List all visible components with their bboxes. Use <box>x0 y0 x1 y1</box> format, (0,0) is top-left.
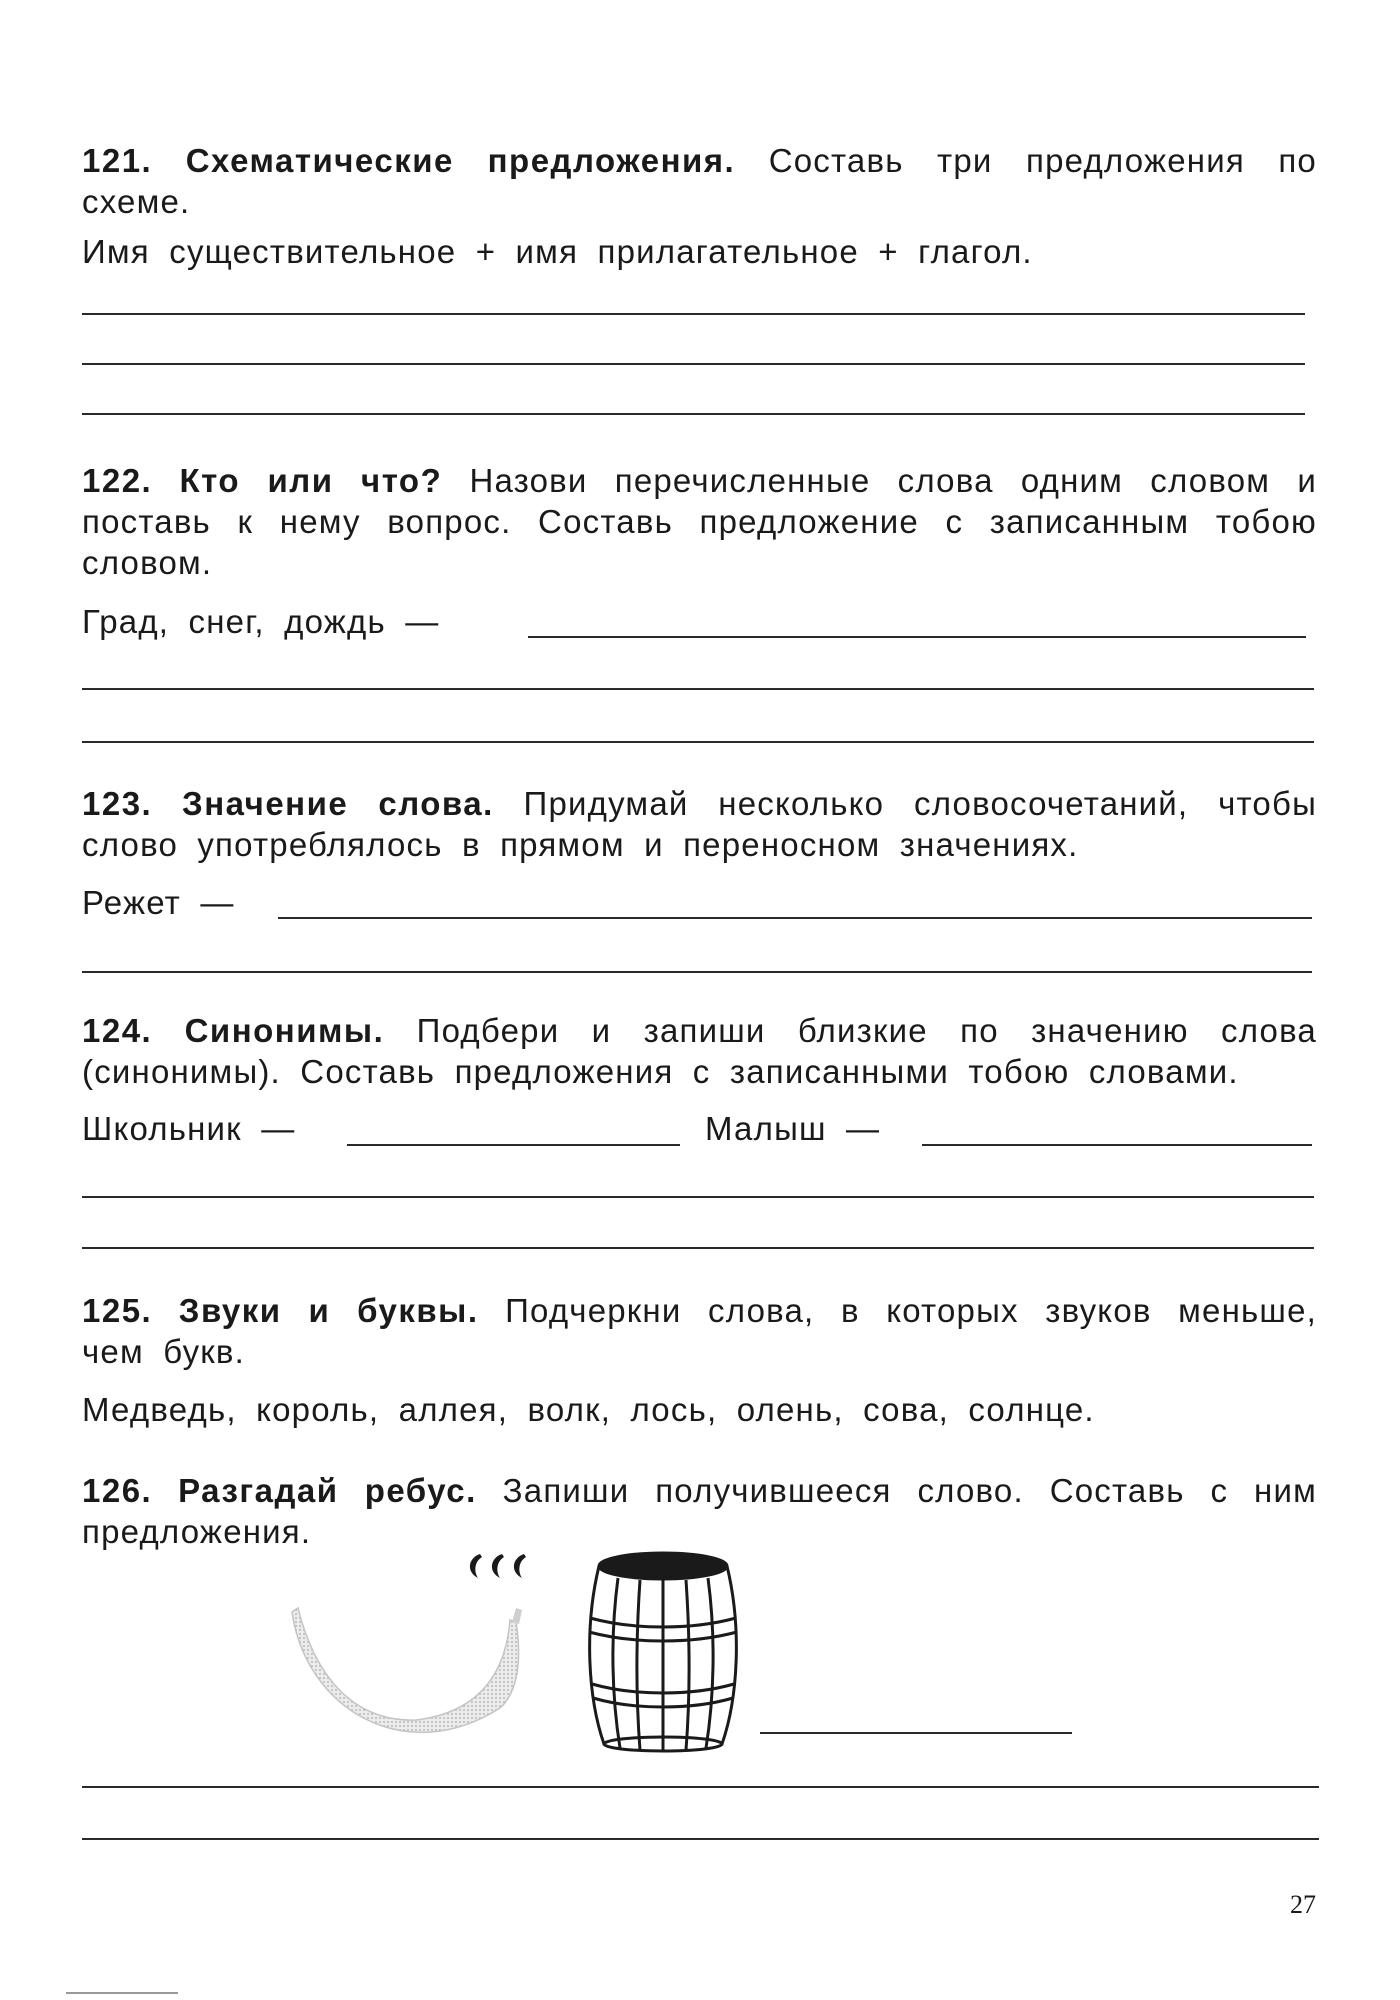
exercise-121-scheme: Имя существительное + имя прилагательное + глагол. <box>82 233 1033 270</box>
exercise-126-title: Разгадай ребус. <box>178 1472 477 1509</box>
answer-line[interactable] <box>82 1786 1319 1788</box>
answer-line[interactable] <box>82 741 1314 743</box>
exercise-121-title: Схематические предложения. <box>185 142 736 179</box>
exercise-126-text <box>82 1470 1317 1552</box>
answer-line[interactable] <box>82 413 1305 415</box>
exercise-121-instruction: Составь три предложения по схеме. <box>82 142 1317 220</box>
answer-line[interactable] <box>82 363 1305 365</box>
barrel-image <box>584 1548 742 1754</box>
answer-line[interactable] <box>528 636 1306 638</box>
exercise-126-number: 126. <box>82 1472 153 1509</box>
exercise-124-title: Синонимы. <box>184 1012 385 1049</box>
exercise-123-instruction: Придумай несколько словосочетаний, чтобы слово употреблялось в прямом и переносном значениях. <box>82 785 1317 863</box>
exercise-121-text <box>82 140 1317 222</box>
exercise-125-instruction: Подчеркни слова, в которых звуков меньше, чем букв. <box>82 1292 1318 1370</box>
exercise-126-instruction: Запиши получившееся слово. Составь с ним предложения. <box>82 1472 1317 1550</box>
answer-line[interactable] <box>82 1247 1314 1249</box>
exercise-122-number: 122. <box>82 462 153 499</box>
exercise-124-number: 124. <box>82 1012 153 1049</box>
answer-line[interactable] <box>278 917 1312 919</box>
answer-line[interactable] <box>82 1196 1314 1198</box>
exercise-122-words: Град, снег, дождь — <box>82 603 440 640</box>
exercise-125-number: 125. <box>82 1292 153 1329</box>
exercise-124-word-2: Малыш — <box>705 1110 881 1147</box>
exercise-122-text <box>82 460 1317 583</box>
comma-marks-icon <box>462 1552 536 1582</box>
exercise-123-title: Значение слова. <box>182 785 494 822</box>
exercise-123-text <box>82 783 1317 865</box>
page-edge-divider <box>66 1992 178 1994</box>
exercise-121-number: 121. <box>82 142 153 179</box>
exercise-123-word: Режет — <box>82 884 235 921</box>
answer-line[interactable] <box>82 1838 1319 1840</box>
exercise-124-text <box>82 1010 1317 1092</box>
answer-line[interactable] <box>922 1144 1312 1146</box>
exercise-122-instruction: Назови перечисленные слова одним словом и поставь к нему вопрос. Составь предложение с записанным тобою словом. <box>82 462 1318 581</box>
answer-line[interactable] <box>760 1732 1072 1734</box>
answer-line[interactable] <box>347 1144 680 1146</box>
banana-image <box>286 1600 536 1760</box>
exercise-125-title: Звуки и буквы. <box>178 1292 479 1329</box>
exercise-125-text <box>82 1290 1317 1372</box>
page-number: 27 <box>1290 1890 1316 1919</box>
exercise-123-number: 123. <box>82 785 153 822</box>
exercise-125-words: Медведь, король, аллея, волк, лось, олень, сова, солнце. <box>82 1391 1095 1428</box>
answer-line[interactable] <box>82 688 1314 690</box>
exercise-122-title: Кто или что? <box>179 462 443 499</box>
exercise-124-instruction: Подбери и запиши близкие по значению слова (синонимы). Составь предложения с записанными тобою словами. <box>82 1012 1317 1090</box>
answer-line[interactable] <box>82 971 1312 973</box>
exercise-124-word-1: Школьник — <box>82 1110 296 1147</box>
answer-line[interactable] <box>82 313 1305 315</box>
